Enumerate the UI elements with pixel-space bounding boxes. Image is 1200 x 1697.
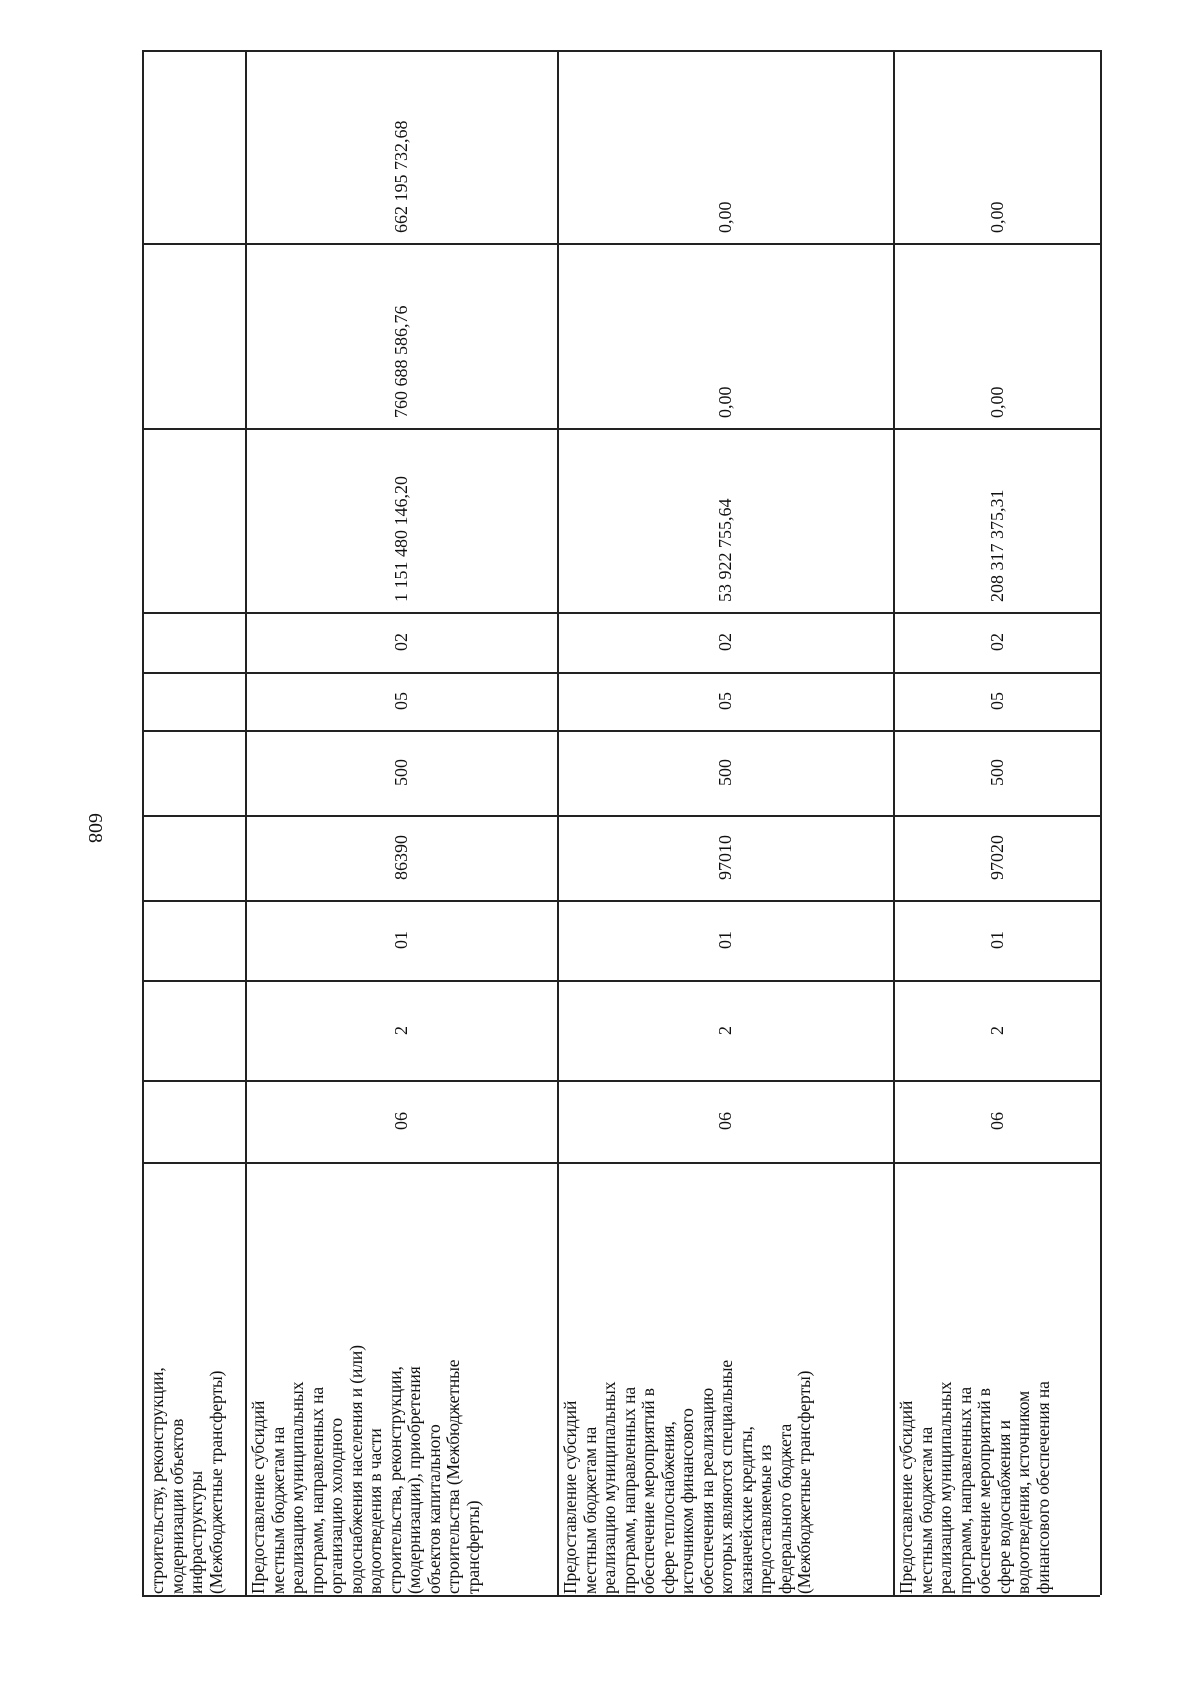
code-cell: 2 [986, 1025, 1007, 1035]
code-cell: 05 [715, 692, 735, 710]
amount-cell: 760 688 586,76 [391, 305, 411, 418]
row-description: Предоставление субсидий местным бюджетам на реализацию муниципальных программ, направленных на обеспечение мероприятий в сфере теплоснабжения, источником финансового обеспечения на реализацию которых являются специальные казначейские кредиты, предоставляемые из федерального бюджета (Межбюджетные трансферты) [560, 1359, 814, 1594]
code-cell: 01 [715, 931, 735, 949]
row-border [1100, 50, 1102, 1595]
amount-cell: 208 317 375,31 [986, 489, 1007, 602]
code-cell: 500 [391, 759, 411, 786]
amount-cell: 1 151 480 146,20 [391, 476, 411, 602]
code-cell: 02 [986, 633, 1007, 651]
code-cell: 06 [715, 1112, 735, 1130]
row-description: Предоставление субсидий местным бюджетам на реализацию муниципальных программ, направленных на обеспечение мероприятий в сфере водоснабжения и водоотведения, источником финансового обеспечения на [896, 1381, 1053, 1594]
amount-cell: 0,00 [715, 386, 735, 418]
code-cell: 05 [986, 692, 1007, 710]
amount-cell: 0,00 [715, 201, 735, 233]
code-cell: 02 [715, 633, 735, 651]
code-cell: 02 [391, 633, 411, 651]
row-description: Предоставление субсидий местным бюджетам на реализацию муниципальных программ, направленных на организацию холодного водоснабжения населения и (или) водоотведения в части строительства, реконструкции, (модернизации), приобретения объектов капитального строительства (Межбюджетные трансферты) [248, 1345, 483, 1594]
code-cell: 2 [715, 1025, 735, 1035]
code-cell: 2 [391, 1025, 411, 1035]
table-row [142, 50, 245, 1595]
code-cell: 86390 [391, 835, 411, 880]
code-cell: 06 [391, 1112, 411, 1130]
table-row [245, 50, 557, 1595]
amount-cell: 0,00 [986, 386, 1007, 418]
code-cell: 500 [986, 759, 1007, 786]
code-cell: 97020 [986, 835, 1007, 880]
column-border [142, 1595, 1100, 1597]
table-row [893, 50, 1100, 1595]
code-cell: 01 [391, 931, 411, 949]
amount-cell: 53 922 755,64 [715, 498, 735, 602]
code-cell: 01 [986, 931, 1007, 949]
code-cell: 500 [715, 759, 735, 786]
amount-cell: 0,00 [986, 201, 1007, 233]
row-description: строительству, реконструкции, модернизации объектов инфраструктуры (Межбюджетные трансферты) [147, 1367, 226, 1594]
code-cell: 97010 [715, 835, 735, 880]
amount-cell: 662 195 732,68 [391, 120, 411, 233]
page-number: 608 [84, 813, 106, 843]
table-row [557, 50, 893, 1595]
code-cell: 05 [391, 692, 411, 710]
code-cell: 06 [986, 1112, 1007, 1130]
